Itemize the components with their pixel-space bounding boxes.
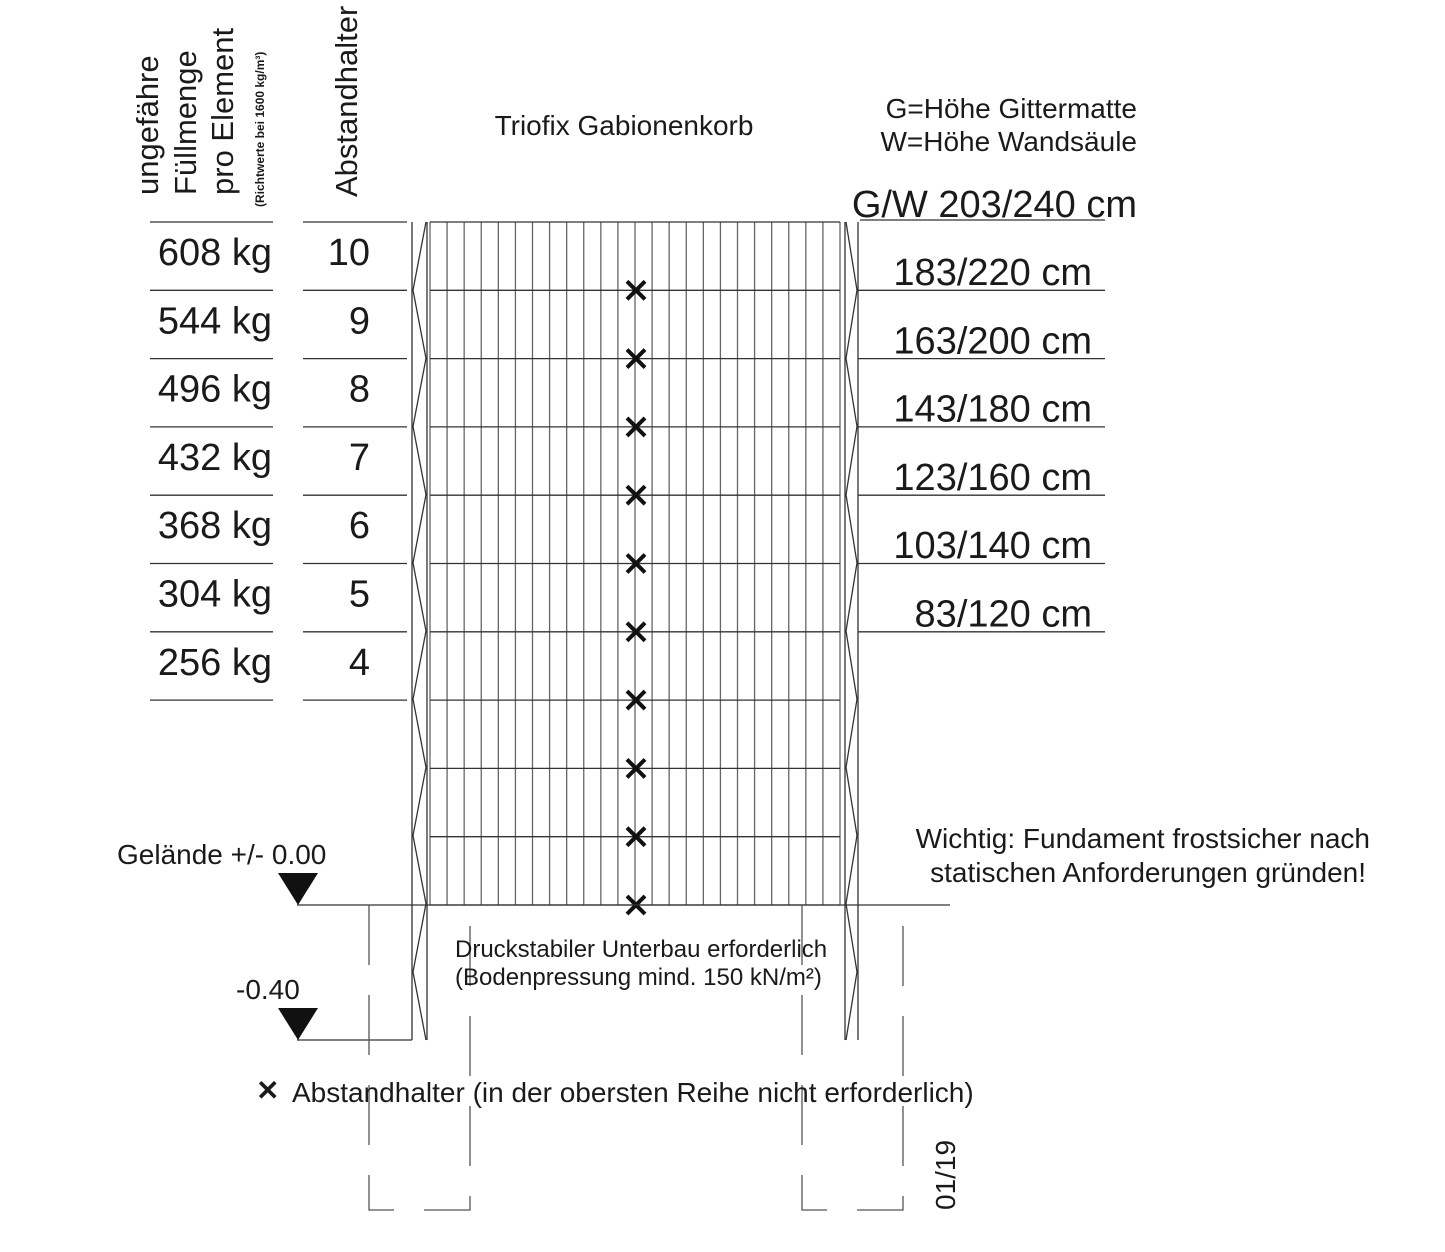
base-note-line1: Druckstabiler Unterbau erforderlich <box>455 936 828 963</box>
spacer-count: 9 <box>348 300 370 343</box>
foundation-level-label: -0.40 <box>236 974 300 1005</box>
weight-value: 256 kg <box>157 641 272 684</box>
ground-level-marker <box>278 873 318 905</box>
version-label: 01/19 <box>930 1139 961 1210</box>
spacer-count: 6 <box>348 505 370 548</box>
height-value: 103/140 cm <box>893 525 1092 568</box>
foundation-level-marker <box>278 1008 318 1040</box>
spacer-count: 4 <box>348 641 370 684</box>
legend-g: G=Höhe Gittermatte <box>885 93 1137 124</box>
weight-value: 496 kg <box>157 368 272 411</box>
spacer-markers <box>627 281 645 914</box>
height-value: 123/160 cm <box>893 456 1092 499</box>
left-post <box>412 222 427 1040</box>
diagram-title: Triofix Gabionenkorb <box>494 110 754 141</box>
header-fill-line2: Füllmenge <box>168 50 203 195</box>
header-fill-line3: pro Element <box>205 27 240 195</box>
important-note-line2: statischen Anforderungen gründen! <box>930 857 1366 888</box>
legend-w: W=Höhe Wandsäule <box>880 126 1137 157</box>
height-value: 183/220 cm <box>893 252 1092 294</box>
header-spacer: Abstandhalter <box>329 5 364 197</box>
height-value: G/W 203/240 cm <box>851 184 1137 226</box>
spacer-count: 5 <box>348 573 370 616</box>
spacer-count: 10 <box>327 232 370 274</box>
base-note-line2: (Bodenpressung mind. 150 kN/m²) <box>455 964 822 991</box>
height-value: 163/200 cm <box>893 320 1092 363</box>
spacer-count: 8 <box>348 368 370 411</box>
weight-value: 544 kg <box>157 300 272 343</box>
header-fill-line1: ungefähre <box>130 55 165 195</box>
height-value: 83/120 cm <box>914 593 1092 636</box>
legend-text: Abstandhalter (in der obersten Reihe nicht erforderlich) <box>292 1077 974 1108</box>
important-note-line1: Wichtig: Fundament frostsicher nach <box>915 823 1370 854</box>
legend-cross-icon: ✕ <box>256 1075 280 1106</box>
header-fill-note: (Richtwerte bei 1600 kg/m³) <box>253 51 267 207</box>
weight-value: 608 kg <box>157 232 272 274</box>
weight-value: 304 kg <box>157 573 272 616</box>
weight-value: 432 kg <box>157 436 272 479</box>
right-post <box>845 222 858 1040</box>
ground-level-label: Gelände +/- 0.00 <box>117 839 327 870</box>
height-value: 143/180 cm <box>893 388 1092 431</box>
weight-value: 368 kg <box>157 505 272 548</box>
spacer-count: 7 <box>348 436 370 479</box>
